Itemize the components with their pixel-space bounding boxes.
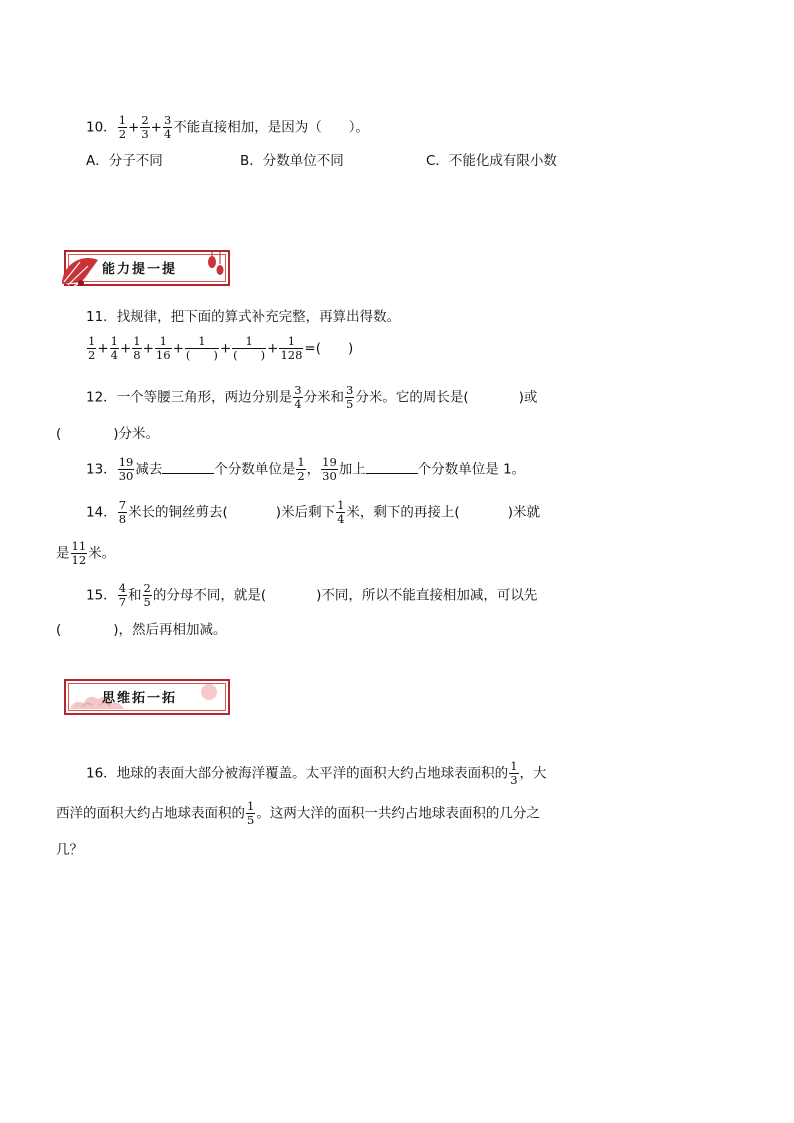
option-a: A．分子不同 — [86, 153, 163, 169]
question-15-line2: ( )，然后再相加减。 — [56, 622, 227, 638]
question-11-stem — [86, 307, 400, 327]
equals-sign: = — [304, 340, 316, 357]
question-number: 16． — [86, 765, 117, 782]
fraction-blank[interactable]: $\frac{1}{( )}$ — [185, 334, 218, 362]
option-b: B．分数单位不同 — [240, 153, 344, 169]
fraction: $\frac{1}{8}$ — [133, 334, 141, 362]
question-16-line1: 16．地球的表面大部分被海洋覆盖。太平洋的面积大约占地球表面积的 $\frac{1}{3}$ ，大 — [86, 759, 547, 787]
question-text: 不能直接相加，是因为（ ）。 — [173, 119, 370, 136]
plus-sign: + — [150, 119, 162, 136]
question-number: 13． — [86, 461, 117, 478]
section-banner-thinking — [58, 675, 234, 719]
question-text: 找规律，把下面的算式补充完整，再算出得数。 — [116, 309, 401, 325]
question-15-line1: 15． $\frac{4}{7}$ 和 $\frac{2}{5}$ 的分母不同，就是( )不同，所以不能直接相加减，可以先 — [86, 581, 538, 609]
fraction: $\frac{11}{12}$ — [71, 539, 87, 567]
question-16-line3: 几？ — [56, 842, 83, 858]
answer-blank[interactable] — [366, 459, 418, 474]
sun-icon — [198, 681, 220, 703]
answer-blank[interactable]: ( ) — [315, 340, 354, 357]
fraction: $\frac{1}{5}$ — [247, 799, 255, 827]
fraction: $\frac{1}{2}$ — [118, 113, 127, 141]
question-12-line1: 12．一个等腰三角形，两边分别是 $\frac{3}{4}$ 分米和 $\frac{3}{5}$ 分米。它的周长是( )或 — [86, 383, 538, 411]
fraction: $\frac{19}{30}$ — [118, 455, 134, 483]
section-title: 思维拓一拓 — [102, 691, 178, 706]
fraction: $\frac{1}{2}$ — [88, 334, 96, 362]
question-13: 13． $\frac{19}{30}$ 减去 个分数单位是 $\frac{1}{2}$ ， $\frac{19}{30}$ 加上 个分数单位是 1。 — [86, 455, 526, 483]
answer-blank[interactable] — [162, 459, 214, 474]
fraction: $\frac{3}{4}$ — [294, 383, 302, 411]
fraction: $\frac{1}{128}$ — [280, 334, 303, 362]
plus-sign: + — [128, 119, 140, 136]
lantern-icon — [206, 250, 226, 286]
question-number: 15． — [86, 587, 117, 604]
question-number: 12． — [86, 389, 117, 406]
question-number: 11． — [86, 309, 117, 325]
question-12-line2: ( )分米。 — [56, 426, 160, 442]
question-11-expression: $\frac{1}{2}$ + $\frac{1}{4}$ + $\frac{1}{8}$ + $\frac{1}{16}$ + $\frac{1}{( )}$ + $\frac{1}{( )}$ + $\frac{1}{128}$ =( ) — [88, 334, 354, 362]
fraction: $\frac{1}{4}$ — [110, 334, 118, 362]
question-number: 14． — [86, 504, 117, 521]
fraction: $\frac{1}{3}$ — [510, 759, 518, 787]
section-title: 能力提一提 — [102, 262, 178, 277]
question-10-stem — [86, 114, 369, 141]
fraction: $\frac{1}{4}$ — [337, 498, 345, 526]
fan-icon — [58, 248, 104, 292]
fraction: $\frac{2}{3}$ — [141, 113, 149, 141]
option-c: C．不能化成有限小数 — [426, 153, 557, 169]
fraction: $\frac{1}{16}$ — [155, 334, 171, 362]
fraction-blank[interactable]: $\frac{1}{( )}$ — [233, 334, 266, 362]
question-14-line2: 是 $\frac{11}{12}$ 米。 — [56, 539, 116, 567]
fraction: $\frac{1}{2}$ — [297, 455, 305, 483]
question-14-line1: 14． $\frac{7}{8}$ 米长的铜丝剪去( )米后剩下 $\frac{1}{4}$ 米，剩下的再接上( )米就 — [86, 498, 540, 526]
fraction: $\frac{4}{7}$ — [118, 581, 127, 609]
fraction: $\frac{2}{5}$ — [143, 581, 151, 609]
fraction: $\frac{3}{5}$ — [346, 383, 354, 411]
fraction: $\frac{7}{8}$ — [118, 498, 127, 526]
section-banner-ability — [58, 246, 234, 290]
fraction: $\frac{19}{30}$ — [322, 455, 337, 483]
question-number: 10． — [86, 119, 117, 136]
fraction: $\frac{3}{4}$ — [163, 113, 172, 141]
question-16-line2: 西洋的面积大约占地球表面积的 $\frac{1}{5}$ 。这两大洋的面积一共约占地球表面积的几分之 — [56, 799, 540, 827]
